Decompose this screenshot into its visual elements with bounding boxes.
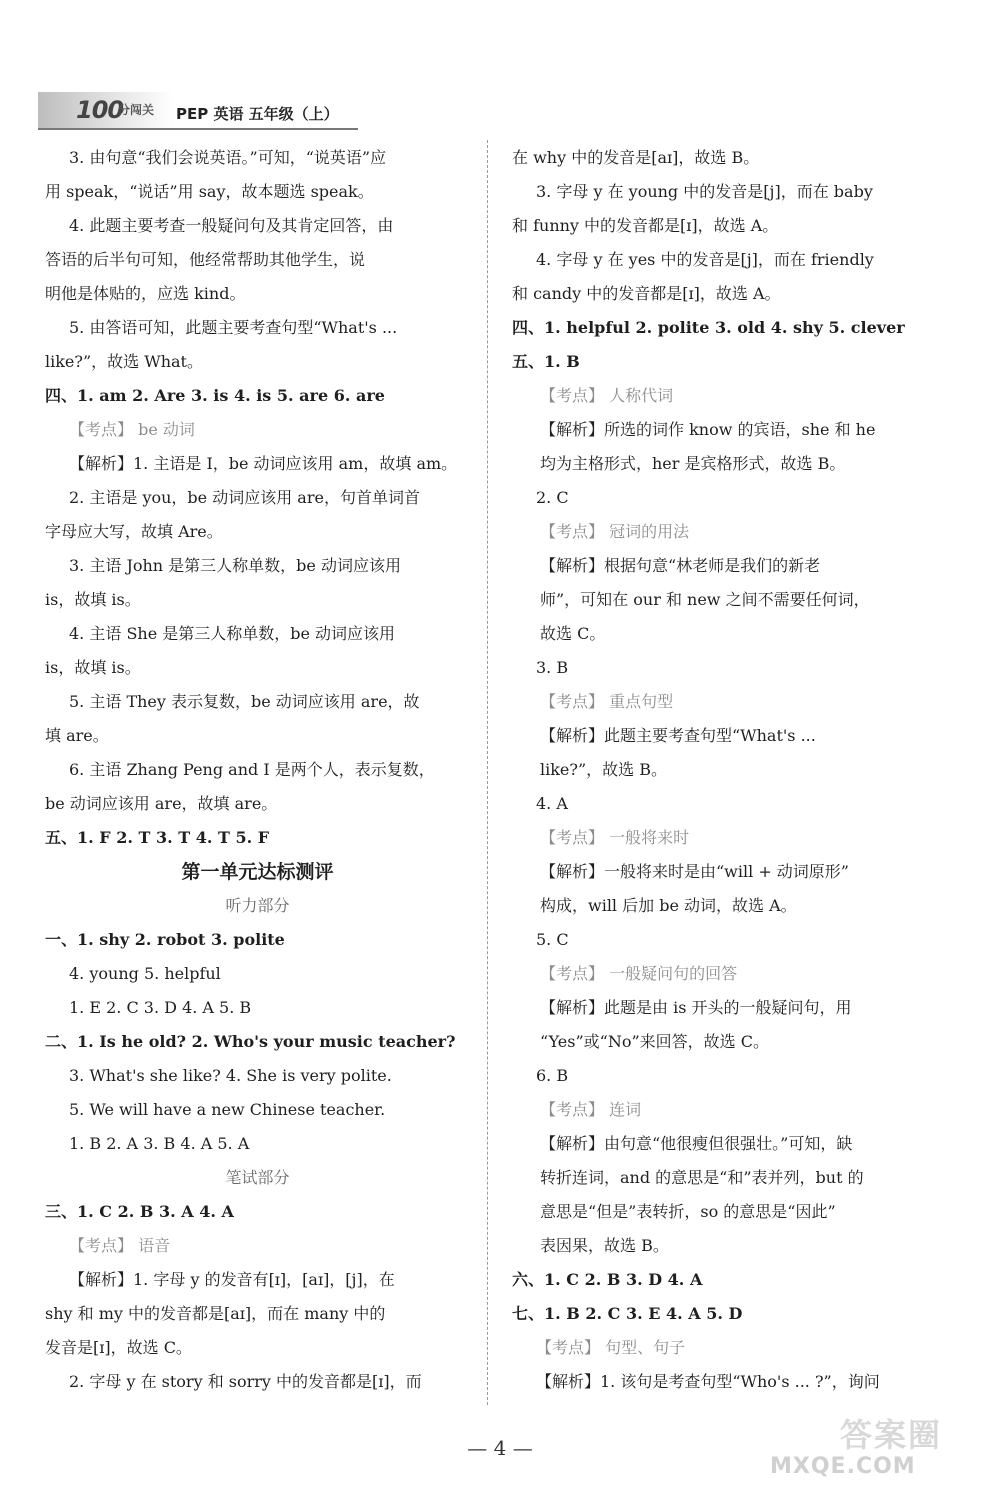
answer-line: 4. 此题主要考查一般疑问句及其肯定回答，由 xyxy=(69,216,394,235)
answer-line: 意思是“但是”表转折，so 的意思是“因此” xyxy=(540,1202,836,1221)
answer-line: 4. 主语 She 是第三人称单数，be 动词应该用 xyxy=(69,624,396,643)
book-title: PEP 英语 五年级（上） xyxy=(176,105,339,123)
section-answer-line: 四、1. am 2. Are 3. is 4. is 5. are 6. are xyxy=(45,386,385,405)
answer-line: 明他是体贴的，应选 kind。 xyxy=(45,284,246,303)
section-answer-line: 七、1. B 2. C 3. E 4. A 5. D xyxy=(512,1304,743,1323)
key-point-line: 【考点】 冠词的用法 xyxy=(540,522,690,541)
answer-line: 3. What's she like? 4. She is very polite. xyxy=(69,1066,392,1085)
explanation-line: 【解析】此题主要考查句型“What's ... xyxy=(540,726,816,745)
section-answer-line: 五、1. B xyxy=(512,352,580,371)
key-point-line: 【考点】 句型、句子 xyxy=(536,1338,686,1357)
key-point-line: 【考点】 人称代词 xyxy=(540,386,674,405)
watermark-logo-text: 答案圈 xyxy=(840,1416,943,1454)
answer-line: 5. C xyxy=(536,930,569,949)
section-answer-line: 四、1. helpful 2. polite 3. old 4. shy 5. clever xyxy=(512,318,905,337)
answer-line: 字母应大写，故填 Are。 xyxy=(45,522,223,541)
answer-line: 答语的后半句可知，他经常帮助其他学生，说 xyxy=(45,250,366,269)
explanation-line: 【解析】由句意“他很瘦但很强壮。”可知，缺 xyxy=(540,1134,853,1153)
answer-line: 用 speak，“说话”用 say，故本题选 speak。 xyxy=(45,182,374,201)
left-column xyxy=(45,141,470,1399)
answer-line: “Yes”或“No”来回答，故选 C。 xyxy=(540,1032,769,1051)
key-point-line: 【考点】 语音 xyxy=(69,1236,171,1255)
answer-line: 5. 主语 They 表示复数，be 动词应该用 are，故 xyxy=(69,692,420,711)
logo-number: 100 xyxy=(76,96,124,124)
section-answer-line: 二、1. Is he old? 2. Who's your music teacher? xyxy=(45,1032,456,1051)
key-point-line: 【考点】 连词 xyxy=(540,1100,642,1119)
answer-line: 1. B 2. A 3. B 4. A 5. A xyxy=(69,1134,250,1153)
watermark-url: MXQE.COM xyxy=(770,1454,916,1479)
answer-line: 填 are。 xyxy=(45,726,109,745)
answer-line: 转折连词，and 的意思是“和”表并列，but 的 xyxy=(540,1168,864,1187)
answer-line: 3. 由句意“我们会说英语。”可知，“说英语”应 xyxy=(69,148,387,167)
site-watermark xyxy=(770,1410,985,1485)
answer-line: is，故填 is。 xyxy=(45,590,141,609)
answer-line: like?”，故选 What。 xyxy=(45,352,203,371)
answer-line: 5. We will have a new Chinese teacher. xyxy=(69,1100,386,1119)
answer-line: 5. 由答语可知，此题主要考查句型“What's ... xyxy=(69,318,398,337)
logo-caption: 分闯关 xyxy=(118,103,155,117)
explanation-line: 【解析】1. 该句是考查句型“Who's ... ?”，询问 xyxy=(536,1372,880,1391)
answer-line: 4. A xyxy=(536,794,568,813)
answer-line: 均为主格形式，her 是宾格形式，故选 B。 xyxy=(540,454,846,473)
key-point-line: 【考点】 一般将来时 xyxy=(540,828,690,847)
answer-line: like?”，故选 B。 xyxy=(540,760,668,779)
header-rule xyxy=(38,128,358,130)
answer-line: 2. 主语是 you，be 动词应该用 are，句首单词首 xyxy=(69,488,420,507)
answer-line: 4. 字母 y 在 yes 中的发音是[j]，而在 friendly xyxy=(536,250,874,269)
part-title: 听力部分 xyxy=(225,896,290,915)
key-point-line: 【考点】 重点句型 xyxy=(540,692,674,711)
unit-title: 第一单元达标测评 xyxy=(181,861,334,883)
answer-line: 6. 主语 Zhang Peng and I 是两个人，表示复数， xyxy=(69,760,435,779)
answer-line: 3. 主语 John 是第三人称单数，be 动词应该用 xyxy=(69,556,401,575)
answer-line: 2. C xyxy=(536,488,569,507)
key-point-line: 【考点】 be 动词 xyxy=(69,420,195,439)
answer-line: 和 candy 中的发音都是[ɪ]，故选 A。 xyxy=(512,284,781,303)
section-answer-line: 一、1. shy 2. robot 3. polite xyxy=(45,930,285,949)
answer-line: be 动词应该用 are，故填 are。 xyxy=(45,794,278,813)
right-column xyxy=(512,141,912,1399)
answer-line: 在 why 中的发音是[aɪ]，故选 B。 xyxy=(512,148,760,167)
answer-line: 1. E 2. C 3. D 4. A 5. B xyxy=(69,998,252,1017)
answer-line: 构成，will 后加 be 动词，故选 A。 xyxy=(540,896,797,915)
explanation-line: 【解析】所选的词作 know 的宾语，she 和 he xyxy=(540,420,876,439)
explanation-line: 【解析】一般将来时是由“will + 动词原形” xyxy=(540,862,849,881)
answer-line: 2. 字母 y 在 story 和 sorry 中的发音都是[ɪ]，而 xyxy=(69,1372,422,1391)
page-number: — 4 — xyxy=(467,1436,533,1460)
part-title: 笔试部分 xyxy=(225,1168,290,1187)
answer-line: is，故填 is。 xyxy=(45,658,141,677)
answer-line: 3. B xyxy=(536,658,569,677)
answer-line: 表因果，故选 B。 xyxy=(540,1236,669,1255)
answer-line: 师”，可知在 our 和 new 之间不需要任何词， xyxy=(540,590,870,609)
explanation-line: 【解析】此题是由 is 开头的一般疑问句，用 xyxy=(540,998,852,1017)
key-point-line: 【考点】 一般疑问句的回答 xyxy=(540,964,738,983)
answer-line: 6. B xyxy=(536,1066,569,1085)
section-answer-line: 三、1. C 2. B 3. A 4. A xyxy=(45,1202,234,1221)
answer-line: 和 funny 中的发音都是[ɪ]，故选 A。 xyxy=(512,216,779,235)
answer-line: 4. young 5. helpful xyxy=(69,964,221,983)
page-header xyxy=(38,92,358,130)
section-answer-line: 五、1. F 2. T 3. T 4. T 5. F xyxy=(45,828,270,847)
answer-line: 3. 字母 y 在 young 中的发音是[j]，而在 baby xyxy=(536,182,873,201)
answer-line: shy 和 my 中的发音都是[aɪ]，而在 many 中的 xyxy=(45,1304,386,1323)
explanation-line: 【解析】1. 字母 y 的发音有[ɪ]，[aɪ]，[j]，在 xyxy=(69,1270,395,1289)
answer-line: 发音是[ɪ]，故选 C。 xyxy=(45,1338,192,1357)
explanation-line: 【解析】1. 主语是 I，be 动词应该用 am，故填 am。 xyxy=(69,454,458,473)
answer-line: 故选 C。 xyxy=(540,624,606,643)
explanation-line: 【解析】根据句意“林老师是我们的新老 xyxy=(540,556,821,575)
section-answer-line: 六、1. C 2. B 3. D 4. A xyxy=(512,1270,703,1289)
column-divider xyxy=(487,140,488,1405)
